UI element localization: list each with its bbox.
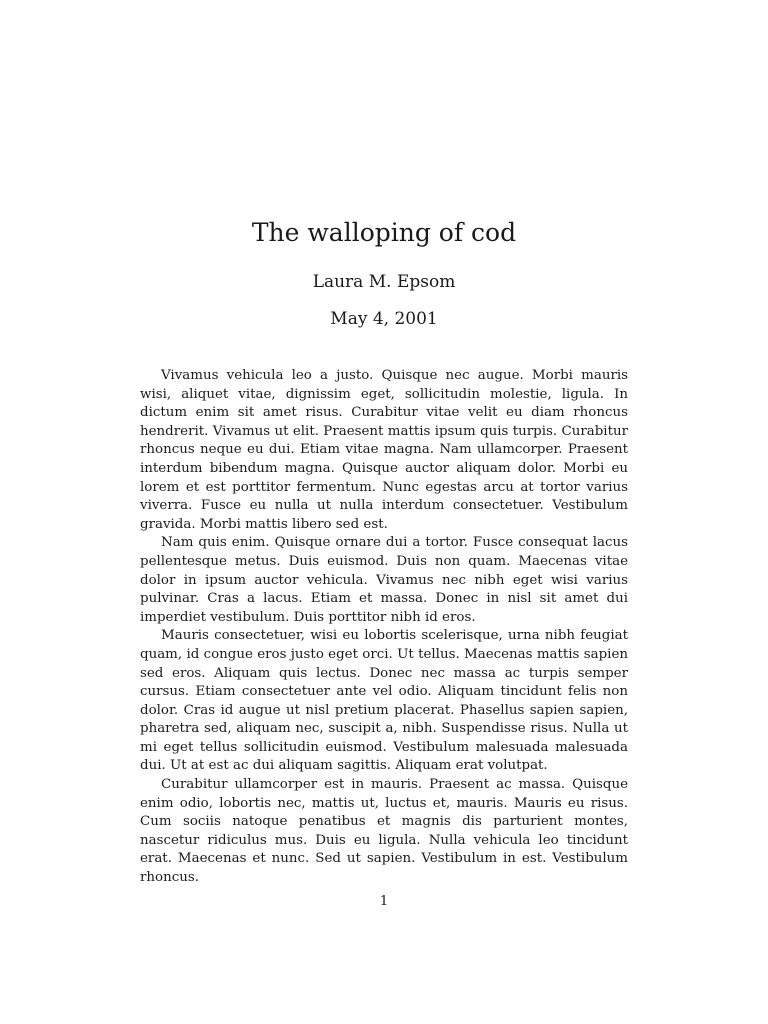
document-title: The walloping of cod bbox=[251, 218, 517, 247]
document-author: Laura M. Epsom bbox=[312, 272, 456, 292]
paragraph: Mauris consectetuer, wisi eu lobortis scelerisque, urna nibh feugiat quam, id congue eros justo eget orci. Ut tellus. Maecenas mattis sapien sed eros. Aliquam quis lectus. Donec nec massa ac turpis semper cursus. Etiam consectetuer ante vel odio. Aliquam tincidunt felis non dolor. Cras id augue ut nisl pretium placerat. Phasellus sapien sapien, pharetra sed, aliquam nec, suscipit a, nibh. Suspendisse risus. Nulla ut mi eget tellus sollicitudin euismod. Vestibulum malesuada malesuada dui. Ut at est ac dui aliquam sagittis. Aliquam erat volutpat. bbox=[140, 628, 628, 774]
paragraph: Curabitur ullamcorper est in mauris. Praesent ac massa. Quisque enim odio, lobortis nec, mattis ut, luctus et, mauris. Mauris eu risus. Cum sociis natoque penatibus et magnis dis parturient montes, nascetur ridiculus mus. Duis eu ligula. Nulla vehicula leo tincidunt erat. Maecenas et nunc. Sed ut sapien. Vestibulum in est. Vestibulum rhoncus. bbox=[140, 777, 628, 886]
paragraph: Vivamus vehicula leo a justo. Quisque nec augue. Morbi mauris wisi, aliquet vitae, dignissim eget, sollicitudin molestie, ligula. In dictum enim sit amet risus. Curabitur vitae velit eu diam rhoncus hendrerit. Vivamus ut elit. Praesent mattis ipsum quis turpis. Curabitur rhoncus neque eu dui. Etiam vitae magna. Nam ullamcorper. Praesent interdum bibendum magna. Quisque auctor aliquam dolor. Morbi eu lorem et est porttitor fermentum. Nunc egestas arcu at tortor varius viverra. Fusce eu nulla ut nulla interdum consectetuer. Vestibulum gravida. Morbi mattis libero sed est. bbox=[140, 368, 628, 532]
page-number: 1 bbox=[379, 894, 389, 909]
document-body bbox=[140, 367, 628, 888]
paragraph: Nam quis enim. Quisque ornare dui a tortor. Fusce consequat lacus pellentesque metus. Duis euismod. Duis non quam. Maecenas vitae dolor in ipsum auctor vehicula. Vivamus nec nibh eget wisi varius pulvinar. Cras a lacus. Etiam et massa. Donec in nisl sit amet dui imperdiet vestibulum. Duis porttitor nibh id eros. bbox=[140, 535, 628, 625]
document-date: May 4, 2001 bbox=[330, 309, 438, 329]
